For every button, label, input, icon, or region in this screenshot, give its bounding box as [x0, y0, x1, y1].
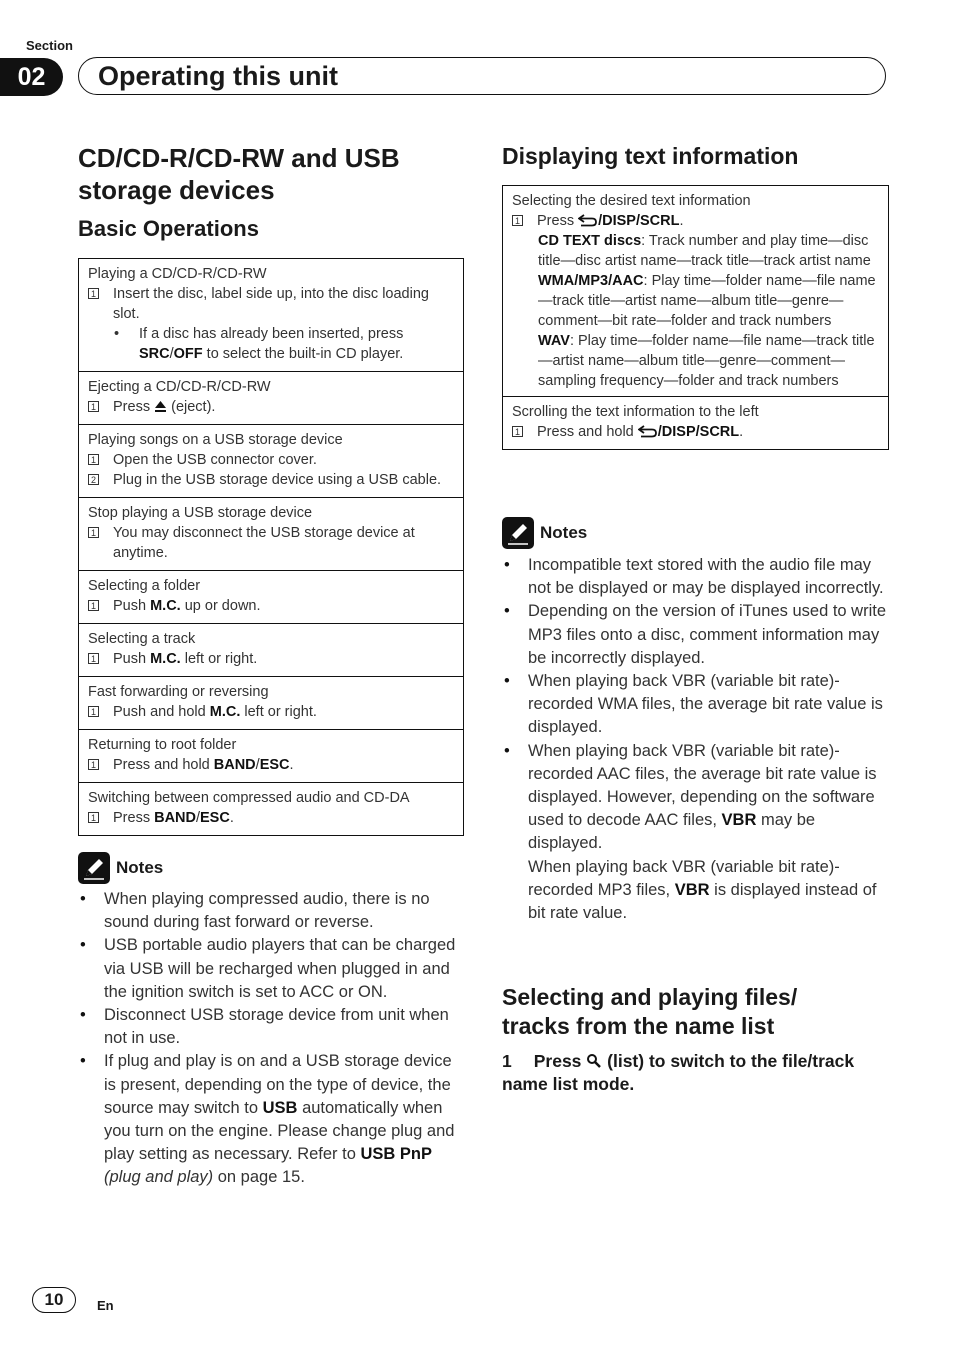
row-title: Returning to root folder — [88, 737, 237, 753]
row-title: Selecting a folder — [88, 578, 201, 594]
left-subtitle: Basic Operations — [78, 216, 259, 241]
list-item: • Disconnect USB storage device from unit when not in use. — [78, 1004, 466, 1050]
step: 1 You may disconnect the USB storage device at anytime. — [88, 523, 454, 563]
step: 1 Push and hold M.C. left or right. — [88, 702, 454, 722]
list-item: • Depending on the version of iTunes used to write MP3 files onto a disc, comment information may be incorrectly displayed. — [502, 600, 890, 670]
row-title: Scrolling the text information to the left — [512, 404, 759, 420]
step-number-icon: 1 — [88, 288, 99, 299]
table-row — [503, 186, 888, 396]
left-title — [78, 142, 468, 206]
step: 1 Press and hold BAND/ESC. — [88, 755, 454, 775]
table-row — [79, 371, 463, 424]
step-number-icon: 1 — [88, 454, 99, 465]
row-title: Selecting a track — [88, 631, 196, 647]
step-number-icon: 1 — [88, 812, 99, 823]
list-item: • When playing compressed audio, there is no sound during fast forward or reverse. — [78, 888, 466, 934]
step: 1 Push M.C. left or right. — [88, 649, 454, 669]
step-number-icon: 1 — [88, 706, 99, 717]
cd-text-info: CD TEXT discs: Track number and play time—disc title—disc artist name—track title—track artist name — [538, 233, 871, 269]
section-number: 02 — [0, 58, 63, 96]
list-item: • Incompatible text stored with the audio file may not be displayed or may be displayed incorrectly. — [502, 554, 890, 600]
table-row — [79, 570, 463, 623]
row-title: Stop playing a USB storage device — [88, 505, 313, 521]
table-row — [79, 729, 463, 782]
step: 1 Press (eject). — [88, 397, 454, 417]
list-item: • If plug and play is on and a USB storage device is present, depending on the type of device, the source may switch to USB automatically when you turn on the engine. Please change plug and play setting as necessary. Refer to USB PnP (plug and play) on page 15. — [78, 1050, 466, 1189]
row-title: Fast forwarding or reversing — [88, 684, 269, 700]
table-row — [79, 623, 463, 676]
step-number-icon: 1 — [88, 527, 99, 538]
wma-info: WMA/MP3/AAC: Play time—folder name—file name—track title—artist name—album title—genre—comment—bit rate—folder and track numbers — [538, 273, 876, 329]
step-number-icon: 1 — [88, 653, 99, 664]
list-item: • When playing back VBR (variable bit rate)-recorded AAC files, the average bit rate value is displayed. However, depending on the software used to decode AAC files, VBR may be displayed. — [502, 740, 890, 856]
row-title: Playing a CD/CD-R/CD-RW — [88, 266, 267, 282]
list-item: • When playing back VBR (variable bit rate)-recorded WMA files, the average bit rate value is displayed. — [502, 670, 890, 740]
right-title: Displaying text information — [502, 143, 799, 169]
right-notes-heading: Notes — [502, 517, 587, 549]
notes-pen-icon — [502, 517, 534, 549]
list-item: • USB portable audio players that can be charged via USB will be recharged when plugged in and the ignition switch is set to ACC or ON. — [78, 934, 466, 1004]
row-title: Ejecting a CD/CD-R/CD-RW — [88, 379, 271, 395]
return-arrow-icon — [578, 214, 598, 227]
step: 1 Push M.C. up or down. — [88, 596, 454, 616]
step-number-icon: 1 — [88, 401, 99, 412]
table-row — [79, 676, 463, 729]
step: 1 Press /DISP/SCRL. — [512, 211, 879, 231]
table-row — [79, 259, 463, 371]
left-notes-list — [78, 888, 466, 1190]
row-title: Switching between compressed audio and CD-DA — [88, 790, 410, 806]
eject-icon — [154, 400, 167, 413]
text-info-table — [502, 185, 889, 450]
left-notes-heading: Notes — [78, 852, 163, 884]
name-list-step: 1 Press (list) to switch to the file/track name list mode. — [502, 1051, 855, 1094]
row-title: Playing songs on a USB storage device — [88, 432, 343, 448]
basic-operations-table — [78, 258, 464, 836]
step: 1 Press BAND/ESC. — [88, 808, 454, 828]
table-row — [503, 396, 888, 449]
section-label: Section — [26, 38, 73, 53]
step-number-icon: 1 — [512, 215, 523, 226]
table-row — [79, 424, 463, 497]
table-row — [79, 497, 463, 570]
bullet-item: • If a disc has already been inserted, press SRC/OFF to select the built-in CD player. — [88, 324, 454, 364]
return-arrow-icon — [638, 425, 658, 438]
page-number: 10 — [32, 1287, 76, 1313]
step-number-icon: 1 — [88, 600, 99, 611]
wav-info: WAV: Play time—folder name—file name—track title—artist name—album title—genre—comment—sampling frequency—folder and track numbers — [538, 333, 875, 389]
row-title: Selecting the desired text information — [512, 193, 751, 209]
left-title-line2: storage devices — [78, 175, 275, 205]
name-list-section-title: Selecting and playing files/ tracks from the name list — [502, 984, 798, 1039]
page-title: Operating this unit — [98, 61, 338, 91]
language-label: En — [97, 1298, 114, 1313]
step: 1 Press and hold /DISP/SCRL. — [512, 422, 879, 442]
step-number-icon: 1 — [512, 426, 523, 437]
search-icon — [586, 1053, 602, 1069]
left-title-line1: CD/CD-R/CD-RW and USB — [78, 143, 400, 173]
notes-pen-icon — [78, 852, 110, 884]
step-number-icon: 1 — [88, 759, 99, 770]
table-row — [79, 782, 463, 835]
step: 2 Plug in the USB storage device using a USB cable. — [88, 470, 454, 490]
step: 1 Open the USB connector cover. — [88, 450, 454, 470]
list-item-continuation: When playing back VBR (variable bit rate)-recorded MP3 files, VBR is displayed instead of bit rate value. — [528, 857, 877, 923]
step-number-icon: 2 — [88, 474, 99, 485]
step: 1 Insert the disc, label side up, into the disc loading slot. — [88, 284, 454, 324]
right-notes-list — [502, 554, 890, 925]
